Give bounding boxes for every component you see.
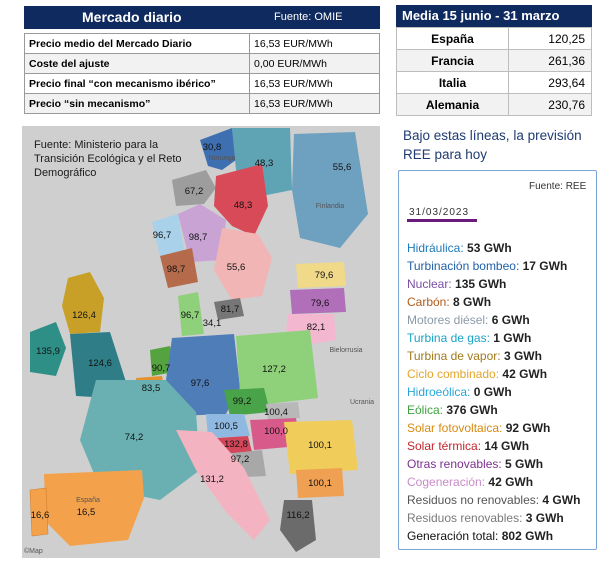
map-price-label: 96,7	[152, 230, 172, 241]
ree-forecast-panel	[398, 170, 597, 550]
generation-value: 3 GWh	[525, 511, 564, 525]
generation-label: Residuos no renovables:	[407, 493, 543, 507]
map-price-label: 124,6	[88, 358, 112, 369]
map-price-label: 99,2	[232, 396, 252, 407]
table-row	[25, 74, 380, 94]
map-price-label: 98,7	[188, 232, 208, 243]
generation-item	[407, 367, 547, 381]
generation-label: Generación total:	[407, 529, 502, 543]
generation-label: Nuclear:	[407, 277, 456, 291]
map-source-note: Fuente: Ministerio para la Transición Ecológica y el Reto Demográfico	[34, 139, 182, 179]
generation-item	[407, 493, 580, 507]
map-price-label: 81,7	[220, 304, 240, 315]
value-cell: 120,25	[509, 28, 592, 50]
map-price-label: 16,5	[76, 507, 96, 518]
generation-value: 3 GWh	[503, 349, 542, 363]
value-cell: 261,36	[509, 50, 592, 72]
map-price-label: 100,1	[308, 440, 332, 451]
generation-item	[407, 349, 542, 363]
map-price-label: 16,6	[30, 510, 50, 521]
generation-label: Carbón:	[407, 295, 454, 309]
value-cell: 293,64	[509, 72, 592, 94]
generation-item	[407, 439, 529, 453]
generation-value: 14 GWh	[484, 439, 530, 453]
table-row	[397, 94, 592, 116]
map-price-label: 67,2	[184, 186, 204, 197]
ree-intro-text: Bajo estas líneas, la previsión REE para hoy	[403, 128, 582, 162]
generation-value: 802 GWh	[501, 529, 554, 543]
mercado-source: Fuente: OMIE	[274, 11, 343, 23]
table-row	[397, 50, 592, 72]
generation-label: Ciclo combinado:	[407, 367, 503, 381]
map-price-label: 90,7	[151, 363, 171, 374]
generation-item	[407, 313, 530, 327]
generation-value: 6 GWh	[491, 313, 530, 327]
table-row	[397, 28, 592, 50]
generation-label: Solar fotovoltaica:	[407, 421, 506, 435]
generation-value: 53 GWh	[467, 241, 512, 255]
row-value: 16,53 EUR/MWh	[250, 34, 380, 54]
map-price-label: 100,0	[264, 426, 288, 437]
map-price-label: 100,1	[308, 478, 332, 489]
map-country-name: Noruega	[208, 155, 236, 162]
country-cell: España	[397, 28, 509, 50]
map-credit: ©Map	[24, 548, 43, 555]
map-price-label: 132,8	[224, 439, 248, 450]
map-price-label: 126,4	[72, 310, 96, 321]
map-price-label: 83,5	[141, 383, 161, 394]
generation-item	[407, 277, 506, 291]
date-underline	[407, 219, 477, 222]
row-value: 16,53 EUR/MWh	[250, 74, 380, 94]
map-price-label: 30,8	[202, 142, 222, 153]
generation-item	[407, 241, 512, 255]
country-cell: Alemania	[397, 94, 509, 116]
row-value: 16,53 EUR/MWh	[250, 94, 380, 114]
generation-label: Turbina de gas:	[407, 331, 494, 345]
map-price-label: 98,7	[166, 264, 186, 275]
country-cell: Francia	[397, 50, 509, 72]
map-price-label: 100,4	[264, 407, 288, 418]
map-country-name: Finlandia	[315, 203, 345, 210]
map-price-label: 34,1	[202, 318, 222, 329]
map-price-label: 55,6	[332, 162, 352, 173]
generation-value: 0 GWh	[473, 385, 512, 399]
generation-item	[407, 403, 498, 417]
generation-label: Cogeneración:	[407, 475, 489, 489]
generation-label: Residuos renovables:	[407, 511, 526, 525]
generation-label: Turbina de vapor:	[407, 349, 504, 363]
generation-label: Eólica:	[407, 403, 447, 417]
table-row	[25, 94, 380, 114]
generation-value: 135 GWh	[455, 277, 507, 291]
generation-label: Solar térmica:	[407, 439, 485, 453]
media-title: Media 15 junio - 31 marzo	[402, 8, 560, 23]
map-price-label: 79,6	[310, 298, 330, 309]
table-row	[25, 34, 380, 54]
row-value: 0,00 EUR/MWh	[250, 54, 380, 74]
map-price-label: 127,2	[262, 364, 286, 375]
generation-value: 92 GWh	[505, 421, 551, 435]
mercado-header	[24, 6, 380, 29]
generation-label: Motores diésel:	[407, 313, 492, 327]
generation-value: 42 GWh	[502, 367, 548, 381]
generation-item	[407, 385, 512, 399]
ree-date: 31/03/2023	[409, 207, 470, 218]
map-price-label: 97,2	[230, 454, 250, 465]
generation-value: 1 GWh	[493, 331, 532, 345]
country-cell: Italia	[397, 72, 509, 94]
map-price-label: 79,6	[314, 270, 334, 281]
table-row	[397, 72, 592, 94]
map-price-label: 48,3	[254, 158, 274, 169]
generation-label: Otras renovables:	[407, 457, 506, 471]
map-price-label: 135,9	[36, 346, 60, 357]
generation-value: 5 GWh	[505, 457, 544, 471]
generation-label: Hidráulica:	[407, 241, 468, 255]
generation-item	[407, 529, 553, 543]
table-row	[25, 54, 380, 74]
map-price-label: 96,7	[180, 310, 200, 321]
generation-value: 376 GWh	[446, 403, 498, 417]
map-price-label: 74,2	[124, 432, 144, 443]
map-price-label: 131,2	[200, 474, 224, 485]
row-label: Coste del ajuste	[25, 54, 250, 74]
map-country-name: España	[76, 497, 100, 504]
media-table	[396, 27, 592, 116]
map-price-label: 82,1	[306, 322, 326, 333]
mercado-table	[24, 33, 380, 114]
row-label: Precio medio del Mercado Diario	[25, 34, 250, 54]
generation-value: 42 GWh	[488, 475, 534, 489]
map-price-label: 100,5	[214, 421, 238, 432]
row-label: Precio “sin mecanismo”	[25, 94, 250, 114]
map-price-label: 116,2	[286, 510, 310, 521]
europe-price-map	[22, 126, 380, 558]
generation-item	[407, 475, 533, 489]
generation-item	[407, 511, 564, 525]
map-country-name: Ucrania	[349, 399, 375, 406]
generation-value: 4 GWh	[542, 493, 581, 507]
map-country-name: Bielorrusia	[329, 347, 363, 354]
row-label: Precio final “con mecanismo ibérico”	[25, 74, 250, 94]
generation-label: Hidroeólica:	[407, 385, 474, 399]
generation-item	[407, 331, 531, 345]
value-cell: 230,76	[509, 94, 592, 116]
generation-label: Turbinación bombeo:	[407, 259, 523, 273]
mercado-title: Mercado diario	[82, 9, 182, 25]
map-price-label: 97,6	[190, 378, 210, 389]
ree-source: Fuente: REE	[529, 181, 587, 192]
generation-item	[407, 259, 567, 273]
map-price-label: 48,3	[233, 200, 253, 211]
generation-value: 17 GWh	[522, 259, 568, 273]
map-price-label: 55,6	[226, 262, 246, 273]
generation-value: 8 GWh	[453, 295, 492, 309]
generation-item	[407, 457, 543, 471]
generation-item	[407, 295, 491, 309]
media-header	[396, 5, 592, 27]
generation-item	[407, 421, 550, 435]
